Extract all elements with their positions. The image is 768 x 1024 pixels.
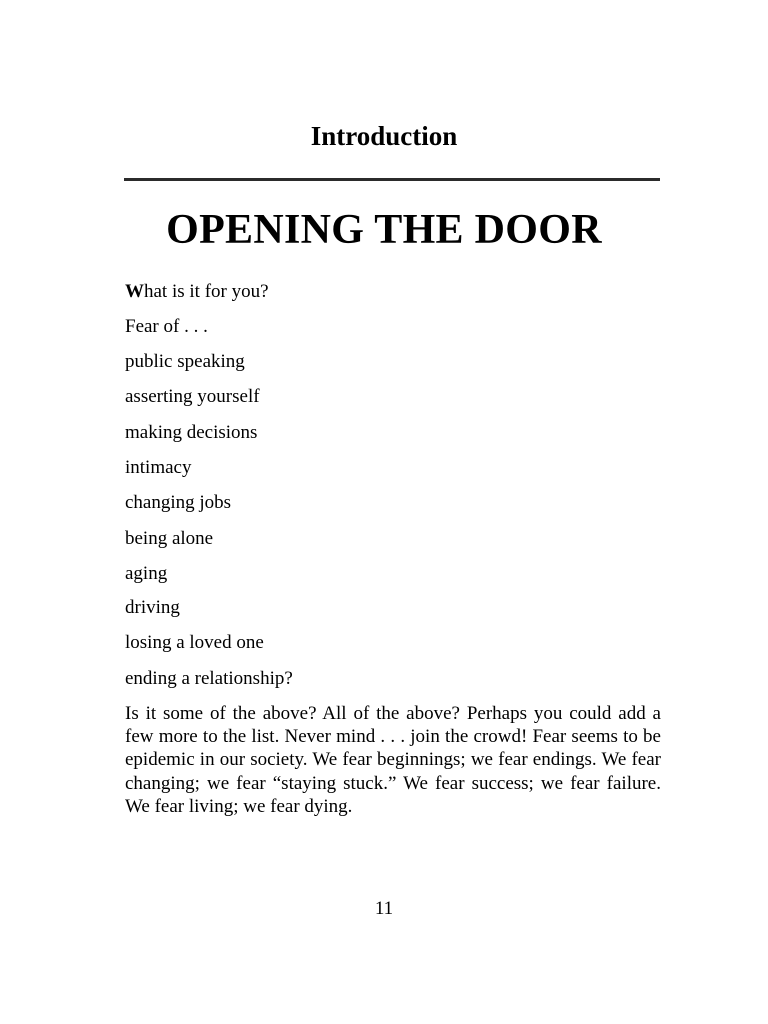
page-number: 11 <box>374 898 394 919</box>
fear-list-item: losing a loved one <box>125 632 264 653</box>
fear-list-item: aging <box>125 563 168 584</box>
opening-question <box>125 280 269 304</box>
body-paragraph: Is it some of the above? All of the above? Perhaps you could add a few more to the list. Never mind . . . join the crowd! Fear seems to be epidemic in our society. We fear beginnings; we fear endings. We fear changing; we fear “staying stuck.” We fear success; we fear failure. We fear living; we fear dying. <box>125 703 661 817</box>
fear-list-item: public speaking <box>125 351 245 372</box>
fear-list-item: being alone <box>125 528 214 549</box>
opening-dropcap: W <box>125 281 144 302</box>
opening-question-text: hat is it for you? <box>144 281 269 302</box>
fear-lead: Fear of . . . <box>125 316 208 337</box>
fear-list-item: ending a relationship? <box>125 668 293 689</box>
section-label: Introduction <box>310 121 458 151</box>
chapter-title: OPENING THE DOOR <box>166 207 602 253</box>
header-rule <box>124 178 660 181</box>
fear-list-item: asserting yourself <box>125 386 260 407</box>
fear-list-item: making decisions <box>125 422 258 443</box>
fear-list-item: changing jobs <box>125 492 232 513</box>
fear-list-item: intimacy <box>125 457 192 478</box>
fear-list-item: driving <box>125 597 180 618</box>
